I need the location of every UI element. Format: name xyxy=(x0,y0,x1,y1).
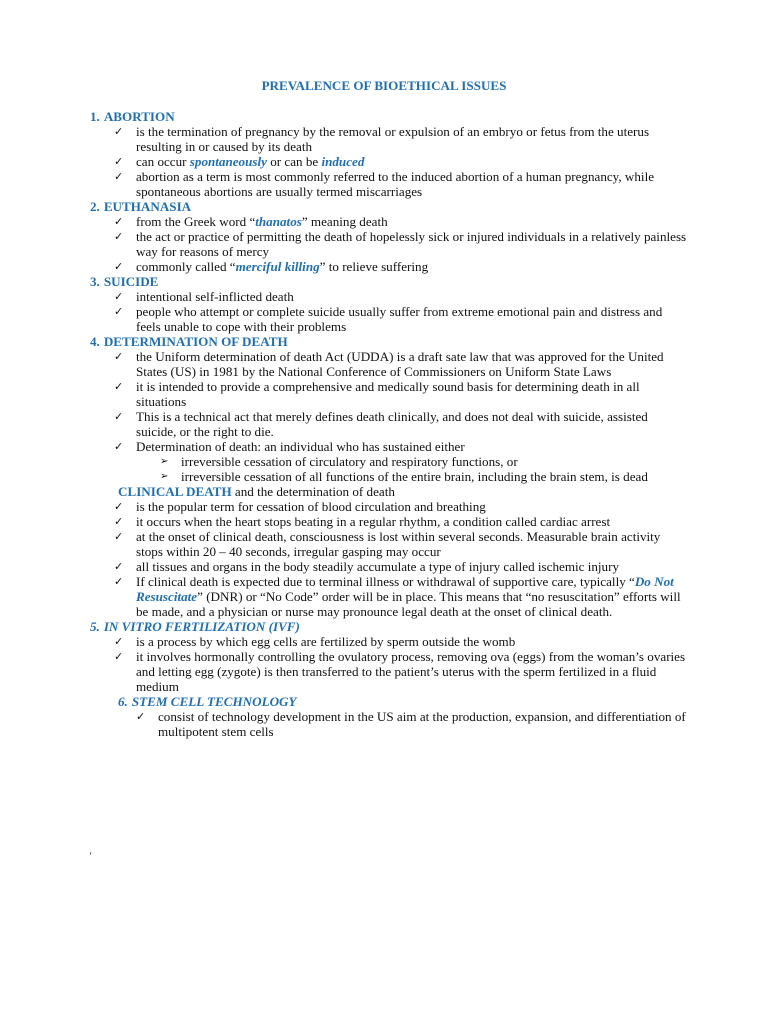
list-item: ✓ intentional self-inflicted death xyxy=(114,289,294,304)
checkmark-icon: ✓ xyxy=(114,440,124,453)
section-heading-euthanasia: 2. EUTHANASIA xyxy=(90,199,192,214)
stem-cell-list xyxy=(90,709,690,739)
list-item: ✓ consist of technology development in the US aim at the production, expansion, and differentiation of multipotent stem cells xyxy=(136,709,686,739)
checkmark-icon: ✓ xyxy=(114,230,124,243)
section-heading-stem-cell: 6. STEM CELL TECHNOLOGY xyxy=(118,694,297,709)
list-item: ✓ Determination of death: an individual who has sustained either xyxy=(114,439,465,454)
list-item: ✓ the act or practice of permitting the death of hopelessly sick or injured individuals in a relatively painless way for reasons of mercy xyxy=(114,229,687,259)
list-item: ✓ it involves hormonally controlling the ovulatory process, removing ova (eggs) from the woman’s ovaries and letting egg (zygote) is then transferred to the patient’s uterus with the sperm fertilized in a fluid medium xyxy=(114,649,686,694)
checkmark-icon: ✓ xyxy=(114,290,124,303)
euthanasia-list xyxy=(90,214,690,274)
checkmark-icon: ✓ xyxy=(114,380,124,393)
list-item: ✓ people who attempt or complete suicide usually suffer from extreme emotional pain and distress and feels unable to cope with their problems xyxy=(114,304,663,334)
stray-mark: ‘ xyxy=(89,851,93,862)
section-heading-abortion: 1. ABORTION xyxy=(90,109,175,124)
checkmark-icon: ✓ xyxy=(114,500,124,513)
checkmark-icon: ✓ xyxy=(114,305,124,318)
section-heading-suicide: 3. SUICIDE xyxy=(90,274,159,289)
arrow-bullet-icon: ➢ xyxy=(160,471,169,482)
checkmark-icon: ✓ xyxy=(136,710,146,723)
list-item: ✓ commonly called “merciful killing” to relieve suffering xyxy=(114,259,429,274)
suicide-list xyxy=(90,289,690,334)
checkmark-icon: ✓ xyxy=(114,350,124,363)
checkmark-icon: ✓ xyxy=(114,260,124,273)
list-item: ✓ from the Greek word “thanatos” meaning death xyxy=(114,214,388,229)
list-item: ✓ the Uniform determination of death Act (UDDA) is a draft sate law that was approved for the United States (US) in 1981 by the National Conference of Commissioners on Uniform State Laws xyxy=(114,349,664,379)
list-item: ✓ abortion as a term is most commonly referred to the induced abortion of a human pregnancy, while spontaneous abortions are usually termed miscarriages xyxy=(114,169,655,199)
checkmark-icon: ✓ xyxy=(114,170,124,183)
list-item: ✓ it occurs when the heart stops beating in a regular rhythm, a condition called cardiac arrest xyxy=(114,514,611,529)
list-item: ✓ can occur spontaneously or can be induced xyxy=(114,154,365,169)
list-item: ✓ This is a technical act that merely defines death clinically, and does not deal with suicide, assisted suicide, or the right to die. xyxy=(114,409,648,439)
checkmark-icon: ✓ xyxy=(114,125,124,138)
abortion-list xyxy=(90,124,690,199)
list-item: ✓ is the popular term for cessation of blood circulation and breathing xyxy=(114,499,486,514)
clinical-death-list xyxy=(90,499,690,619)
checkmark-icon: ✓ xyxy=(114,155,124,168)
checkmark-icon: ✓ xyxy=(114,215,124,228)
checkmark-icon: ✓ xyxy=(114,560,124,573)
checkmark-icon: ✓ xyxy=(114,410,124,423)
death-list xyxy=(90,349,690,454)
list-item: ✓ is the termination of pregnancy by the removal or expulsion of an embryo or fetus from the uterus resulting in or caused by its death xyxy=(114,124,650,154)
section-heading-ivf: 5. IN VITRO FERTILIZATION (IVF) xyxy=(90,619,300,634)
checkmark-icon: ✓ xyxy=(114,515,124,528)
document-body xyxy=(90,109,690,739)
checkmark-icon: ✓ xyxy=(114,530,124,543)
list-item: ✓ it is intended to provide a comprehensive and medically sound basis for determining death in all situations xyxy=(114,379,640,409)
checkmark-icon: ✓ xyxy=(114,575,124,588)
list-item: ➢ irreversible cessation of all functions of the entire brain, including the brain stem, is dead xyxy=(160,469,648,484)
list-item: ✓ all tissues and organs in the body steadily accumulate a type of injury called ischemic injury xyxy=(114,559,620,574)
list-item: ➢ irreversible cessation of circulatory and respiratory functions, or xyxy=(160,454,518,469)
ivf-list xyxy=(90,634,690,694)
list-item: ✓ is a process by which egg cells are fertilized by sperm outside the womb xyxy=(114,634,516,649)
page-title: PREVALENCE OF BIOETHICAL ISSUES xyxy=(261,78,507,93)
clinical-death-subheading: CLINICAL DEATH and the determination of death xyxy=(118,484,395,499)
arrow-bullet-icon: ➢ xyxy=(160,456,169,467)
list-item: ✓ at the onset of clinical death, consciousness is lost within several seconds. Measurable brain activity stops within 20 – 40 seconds, irregular gasping may occur xyxy=(114,529,661,559)
list-item: ✓ If clinical death is expected due to terminal illness or withdrawal of supportive care, typically “Do Not Resuscitate” (DNR) or “No Code” order will be in place. This means that “no resuscitation” efforts will be made, and a physician or nurse may pronounce legal death at the onset of clinical death. xyxy=(114,574,681,619)
section-heading-death: 4. DETERMINATION OF DEATH xyxy=(90,334,288,349)
checkmark-icon: ✓ xyxy=(114,635,124,648)
checkmark-icon: ✓ xyxy=(114,650,124,663)
death-criteria-list xyxy=(90,454,690,484)
